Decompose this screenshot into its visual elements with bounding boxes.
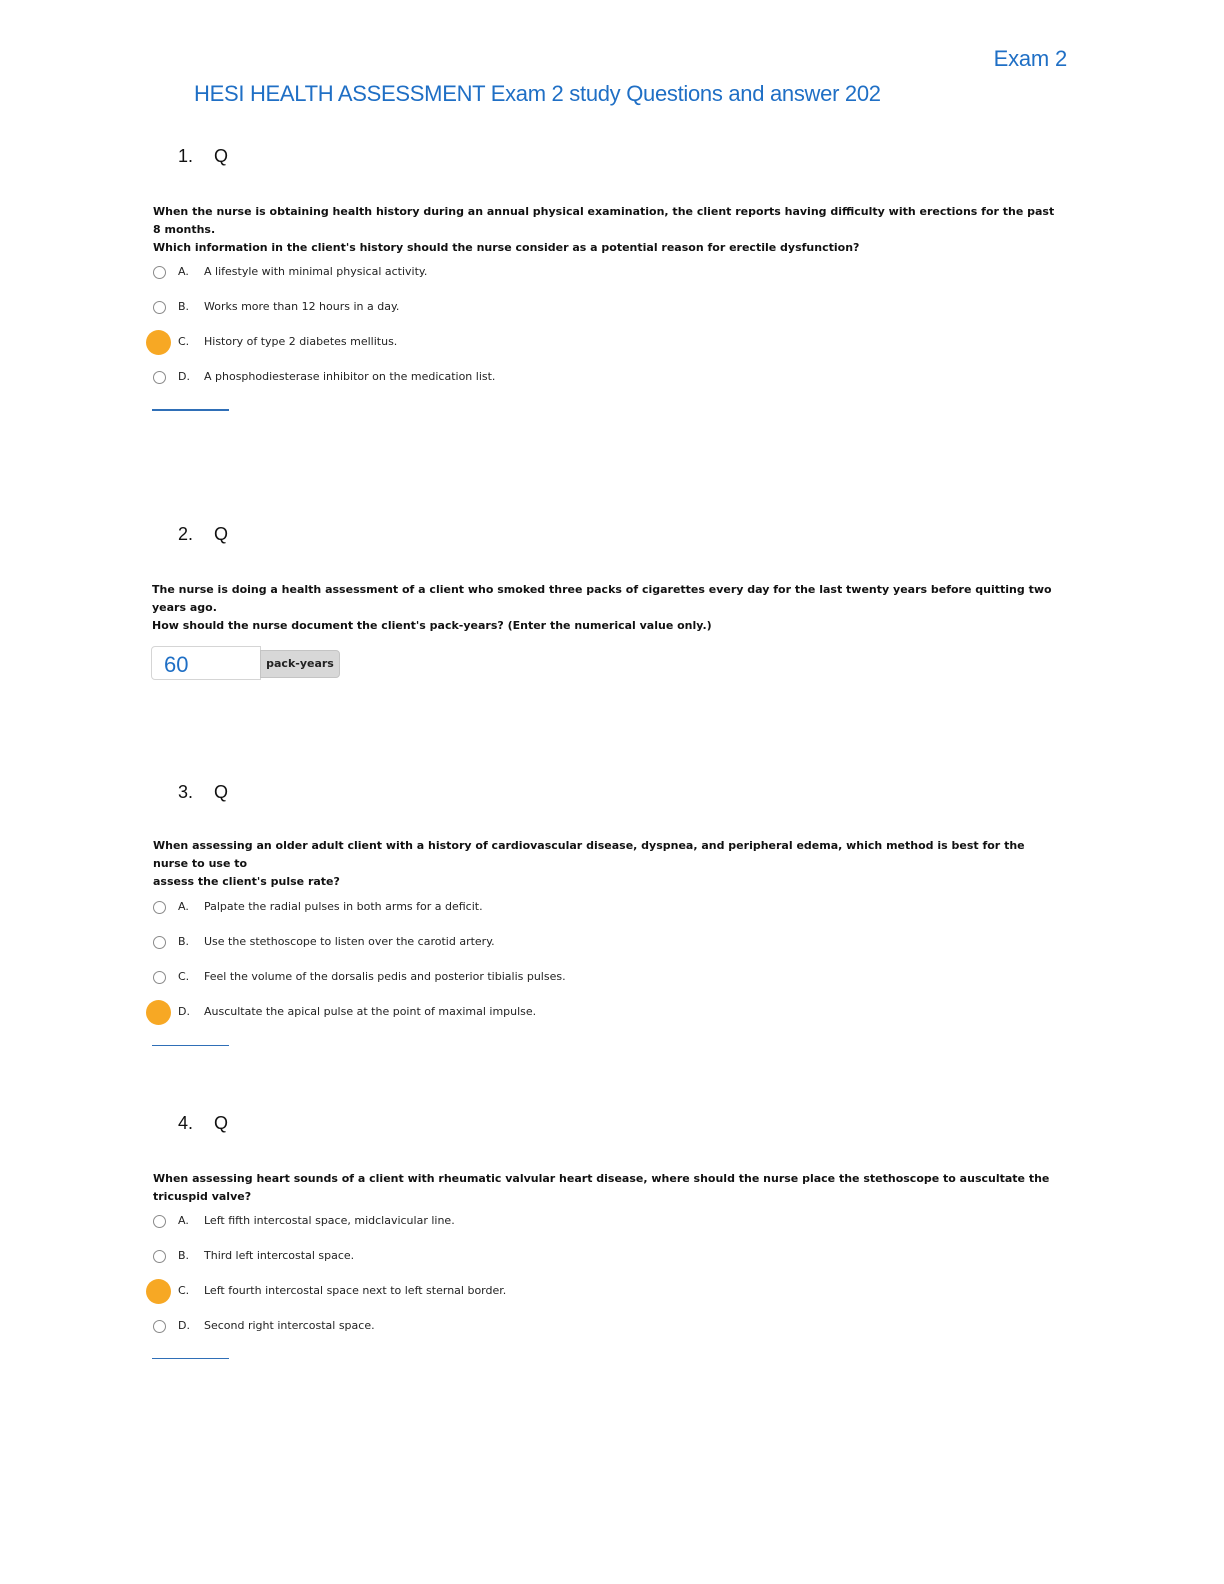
option-letter: A. xyxy=(178,900,189,913)
section-divider xyxy=(152,1045,229,1046)
option-letter: A. xyxy=(178,265,189,278)
question-label: Q xyxy=(214,1113,229,1133)
question-3-option-c[interactable] xyxy=(150,968,850,990)
question-4-option-b[interactable] xyxy=(150,1247,850,1269)
question-number: 4. xyxy=(178,1113,194,1133)
question-1-option-d[interactable] xyxy=(150,368,850,390)
question-text-line: assess the client's pulse rate? xyxy=(153,875,340,888)
question-4-text xyxy=(153,1170,1058,1206)
question-4-option-a[interactable] xyxy=(150,1212,850,1234)
radio-button[interactable] xyxy=(153,971,166,984)
question-1-option-b[interactable] xyxy=(150,298,850,320)
radio-button-selected[interactable] xyxy=(146,1000,171,1025)
question-number: 3. xyxy=(178,782,194,802)
radio-button[interactable] xyxy=(153,1215,166,1228)
radio-button[interactable] xyxy=(153,371,166,384)
question-3-option-d[interactable] xyxy=(150,1003,850,1025)
radio-button[interactable] xyxy=(153,266,166,279)
option-letter: C. xyxy=(178,970,190,983)
question-3-text xyxy=(153,837,1058,891)
option-text: Works more than 12 hours in a day. xyxy=(204,300,400,313)
option-text: Third left intercostal space. xyxy=(204,1249,355,1262)
question-3-option-a[interactable] xyxy=(150,898,850,920)
question-2-text xyxy=(152,581,1057,635)
document-title: HESI HEALTH ASSESSMENT Exam 2 study Questions and answer 202 xyxy=(194,81,881,106)
radio-button[interactable] xyxy=(153,301,166,314)
option-letter: C. xyxy=(178,335,190,348)
question-1-heading xyxy=(178,146,228,167)
option-letter: B. xyxy=(178,935,190,948)
question-1-text xyxy=(153,203,1058,257)
option-text: A lifestyle with minimal physical activity. xyxy=(204,265,428,278)
option-letter: D. xyxy=(178,1005,190,1018)
option-text: Auscultate the apical pulse at the point of maximal impulse. xyxy=(204,1005,537,1018)
question-label: Q xyxy=(214,146,229,166)
question-4-option-c[interactable] xyxy=(150,1282,850,1304)
option-text: Left fifth intercostal space, midclavicular line. xyxy=(204,1214,455,1227)
question-number: 2. xyxy=(178,524,194,544)
question-2-heading xyxy=(178,524,228,545)
option-letter: A. xyxy=(178,1214,189,1227)
option-text: Left fourth intercostal space next to left sternal border. xyxy=(204,1284,507,1297)
option-text: Feel the volume of the dorsalis pedis and posterior tibialis pulses. xyxy=(204,970,566,983)
question-3-heading xyxy=(178,782,228,803)
radio-button[interactable] xyxy=(153,901,166,914)
question-text-line: When assessing an older adult client with a history of cardiovascular disease, dyspnea, and peripheral edema, which method is best for the nurse to use to xyxy=(153,839,1025,870)
option-letter: B. xyxy=(178,300,190,313)
option-text: Second right intercostal space. xyxy=(204,1319,375,1332)
question-label: Q xyxy=(214,782,229,802)
option-letter: B. xyxy=(178,1249,190,1262)
unit-label: pack-years xyxy=(260,650,340,678)
question-number: 1. xyxy=(178,146,194,166)
pack-years-input[interactable] xyxy=(151,646,261,680)
radio-button[interactable] xyxy=(153,1320,166,1333)
section-divider xyxy=(152,409,229,411)
radio-button-selected[interactable] xyxy=(146,330,171,355)
option-letter: D. xyxy=(178,1319,190,1332)
radio-button[interactable] xyxy=(153,936,166,949)
option-letter: D. xyxy=(178,370,190,383)
question-4-heading xyxy=(178,1113,228,1134)
option-text: History of type 2 diabetes mellitus. xyxy=(204,335,398,348)
radio-button[interactable] xyxy=(153,1250,166,1263)
question-text-line: When assessing heart sounds of a client with rheumatic valvular heart disease, where should the nurse place the stethoscope to auscultate the tricuspid valve? xyxy=(153,1172,1050,1203)
question-4-option-d[interactable] xyxy=(150,1317,850,1339)
section-divider xyxy=(152,1358,229,1359)
option-text: A phosphodiesterase inhibitor on the medication list. xyxy=(204,370,496,383)
question-3-option-b[interactable] xyxy=(150,933,850,955)
radio-button-selected[interactable] xyxy=(146,1279,171,1304)
option-letter: C. xyxy=(178,1284,190,1297)
answer-value: 60 xyxy=(164,652,189,677)
question-label: Q xyxy=(214,524,229,544)
exam-label: Exam 2 xyxy=(993,46,1067,71)
option-text: Palpate the radial pulses in both arms for a deficit. xyxy=(204,900,483,913)
question-1-option-c[interactable] xyxy=(150,333,850,355)
question-text-line: The nurse is doing a health assessment of a client who smoked three packs of cigarettes every day for the last twenty years before quitting two years ago. xyxy=(152,583,1052,614)
question-text-line: How should the nurse document the client's pack-years? (Enter the numerical value only.) xyxy=(152,619,712,632)
option-text: Use the stethoscope to listen over the carotid artery. xyxy=(204,935,495,948)
question-1-option-a[interactable] xyxy=(150,263,850,285)
question-text-line: When the nurse is obtaining health history during an annual physical examination, the client reports having difficulty with erections for the past 8 months. xyxy=(153,205,1055,236)
question-text-line: Which information in the client's history should the nurse consider as a potential reason for erectile dysfunction? xyxy=(153,241,860,254)
